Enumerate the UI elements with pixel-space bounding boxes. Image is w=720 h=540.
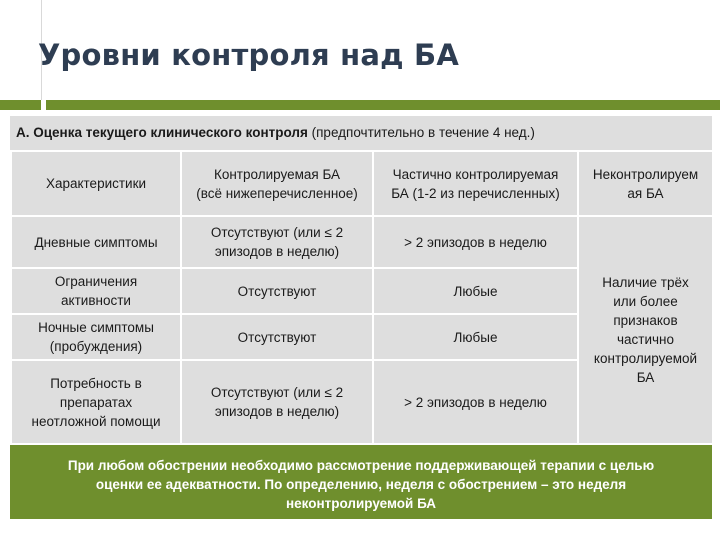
row-night-controlled: Отсутствуют [181,314,373,360]
row-label-rescue-line2: препаратах [59,394,133,410]
row-activity-partial: Любые [373,268,578,314]
row-label-activity-line1: Ограничения [54,274,138,289]
row-label-rescue-line3: неотложной помощи [31,413,161,429]
uncontrolled-line5: контролируемой [593,351,698,366]
row-label-night [11,314,181,360]
table-header-row [11,151,713,216]
row-rescue-controlled-line1: Отсутствуют (или ≤ 2 [210,385,344,400]
section-header-bold: А. Оценка текущего клинического контроля [16,125,308,140]
row-label-night-line2: (пробуждения) [49,339,143,354]
row-rescue-controlled-line2: эпизодов в неделю) [214,404,340,419]
row-rescue-partial: > 2 эпизодов в неделю [373,360,578,444]
header-characteristics: Характеристики [11,151,181,216]
uncontrolled-criteria-cell [578,216,713,444]
footer-note [10,445,712,519]
row-daytime-controlled [181,216,373,268]
row-rescue-controlled [181,360,373,444]
row-night-partial: Любые [373,314,578,360]
row-label-rescue-line1: Потребность в [50,375,142,391]
header-uncontrolled-line1: Неконтролируем [592,166,699,182]
uncontrolled-line1: Наличие трёх [602,275,689,290]
header-controlled [181,151,373,216]
footer-line2: оценки ее адекватности. По определению, неделя с обострением – это неделя [95,477,627,492]
uncontrolled-line3: признаков [613,313,678,328]
row-daytime-controlled-line1: Отсутствуют (или ≤ 2 [210,225,344,240]
header-controlled-line1: Контролируемая БА [213,166,341,182]
page-title: Уровни контроля над БА [38,38,460,72]
row-label-activity [11,268,181,314]
header-uncontrolled [578,151,713,216]
header-uncontrolled-line2: ая БА [627,185,664,201]
section-header [10,116,712,150]
section-header-note: (предпочтительно в течение 4 нед.) [311,125,535,140]
row-daytime-controlled-line2: эпизодов в неделю) [214,244,340,259]
header-partial-line1: Частично контролируемая [392,166,559,182]
footer-line3: неконтролируемой БА [285,496,437,511]
row-activity-controlled: Отсутствуют [181,268,373,314]
decorative-accent-square [0,100,41,110]
table-row [11,216,713,268]
row-daytime-partial: > 2 эпизодов в неделю [373,216,578,268]
uncontrolled-line4: частично [616,332,674,347]
row-label-rescue [11,360,181,444]
row-label-activity-line2: активности [61,293,131,308]
row-label-daytime: Дневные симптомы [11,216,181,268]
row-label-night-line1: Ночные симптомы [38,320,154,335]
footer-line1: При любом обострении необходимо рассмотрение поддерживающей терапии с целью [67,458,655,473]
header-partial-line2: БА (1-2 из перечисленных) [391,185,560,201]
header-controlled-line2: (всё нижеперечисленное) [196,185,358,201]
uncontrolled-line6: БА [636,370,655,385]
decorative-accent-bar [46,100,720,110]
uncontrolled-line2: или более [613,294,678,309]
control-levels-table [10,150,714,445]
header-partial [373,151,578,216]
